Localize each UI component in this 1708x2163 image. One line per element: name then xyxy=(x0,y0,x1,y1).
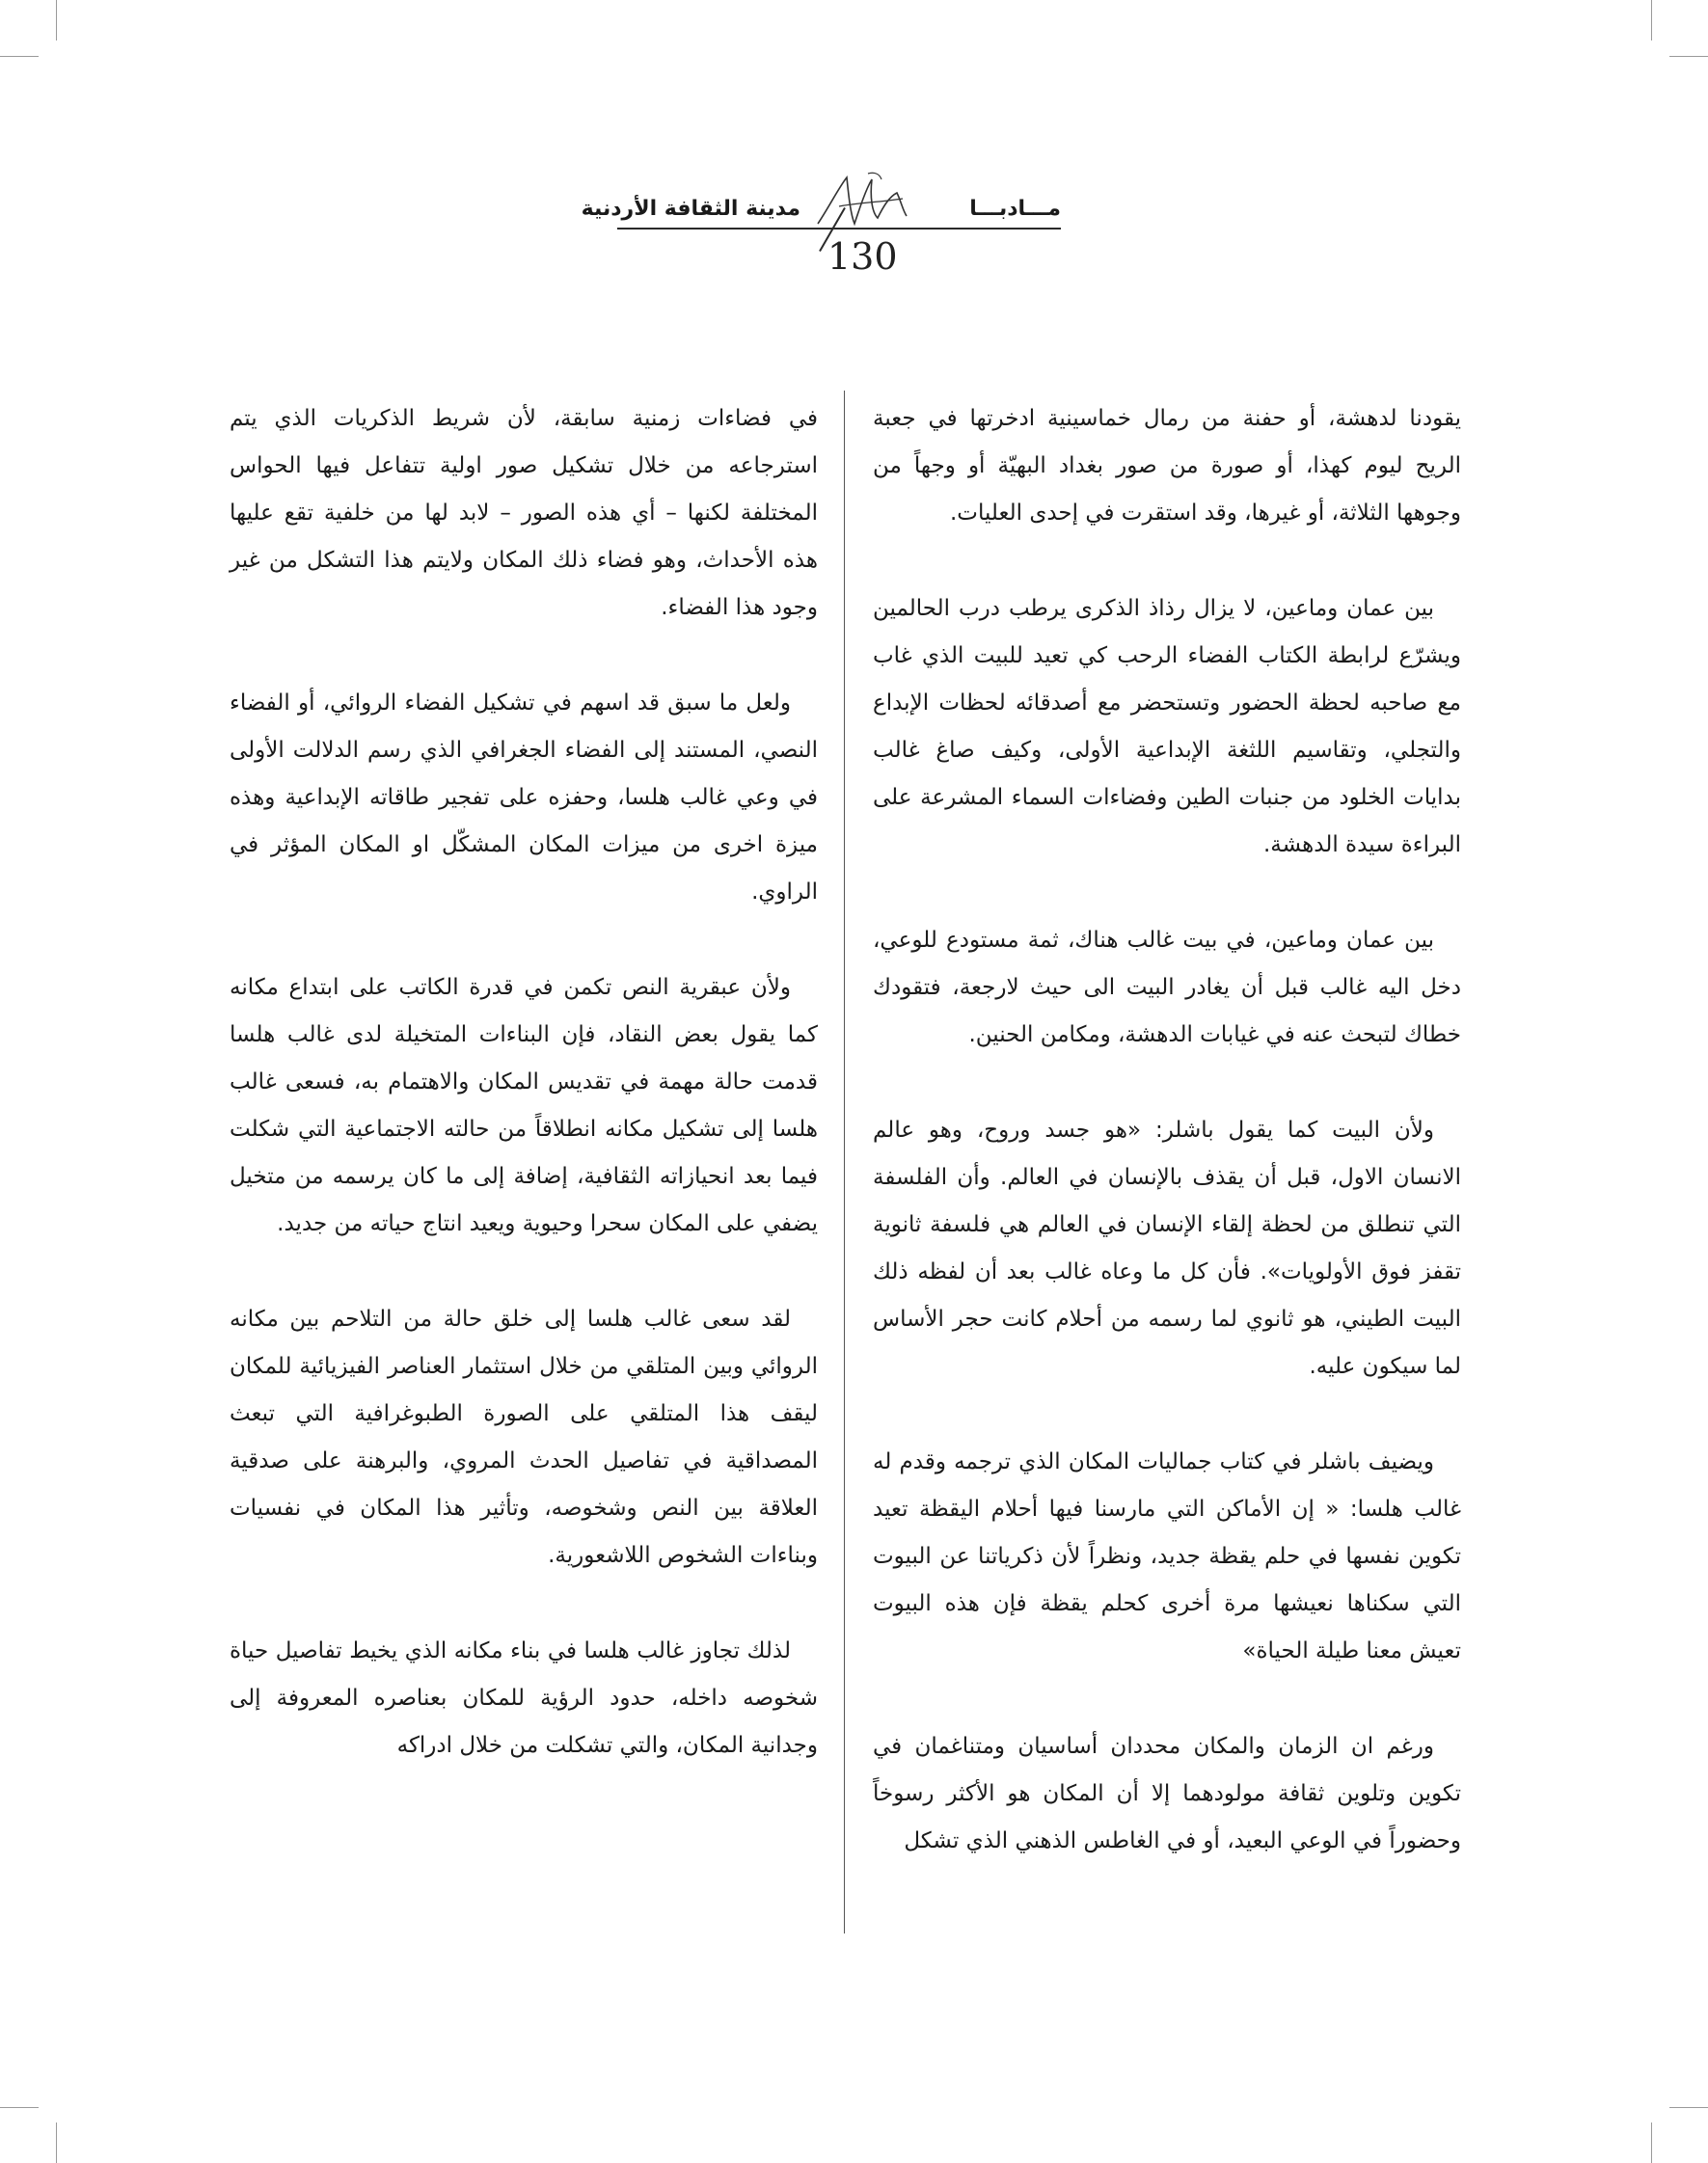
crop-mark-bottom-right xyxy=(1651,2122,1652,2163)
crop-mark-top-left xyxy=(56,0,57,41)
text-column-right xyxy=(873,395,1461,1913)
paragraph: في فضاءات زمنية سابقة، لأن شريط الذكريات الذي يتم استرجاعه من خلال تشكيل صور اولية تتفاعل فيها الحواس المختلفة لكنها – أي هذه الصور – لابد لها من خلفية تقع عليها هذه الأحداث، وهو فضاء ذلك المكان ولايتم هذا التشكل من غير وجود هذا الفضاء. xyxy=(230,406,818,620)
column-divider xyxy=(844,391,845,1933)
paragraph: ولعل ما سبق قد اسهم في تشكيل الفضاء الروائي، أو الفضاء النصي، المستند إلى الفضاء الجغرافي الذي رسم الدلالت الأولى في وعي غالب هلسا، وحفزه على تفجير طاقاته الإبداعية وهذه ميزة اخرى من ميزات المكان المشكّل او المكان المؤثر في الراوي. xyxy=(230,690,818,905)
crop-mark-top-right xyxy=(1651,0,1652,41)
crop-mark-right-top xyxy=(1669,56,1708,57)
city-of-culture-title: مدينة الثقافة الأردنية xyxy=(581,197,800,221)
page-number: 130 xyxy=(827,235,898,278)
header-rule xyxy=(617,228,1061,230)
paragraph: بين عمان وماعين، في بيت غالب هناك، ثمة مستودع للوعي، دخل اليه غالب قبل أن يغادر البيت الى حيث لارجعة، فتقودك خطاك لتبحث عنه في غيابات الدهشة، ومكامن الحنين. xyxy=(873,928,1461,1047)
paragraph: ويضيف باشلر في كتاب جماليات المكان الذي ترجمه وقدم له غالب هلسا: « إن الأماكن التي مارسنا فيها أحلام اليقظة تعيد تكوين نفسها في حلم يقظة جديد، ونظراً لأن ذكرياتنا عن البيوت التي سكناها نعيشها مرة أخرى كحلم يقظة فإن هذه البيوت تعيش معنا طيلة الحياة» xyxy=(873,1449,1461,1663)
paragraph: ولأن البيت كما يقول باشلر: «هو جسد وروح، وهو عالم الانسان الاول، قبل أن يقذف بالإنسان في العالم. وأن الفلسفة التي تنطلق من لحظة إلقاء الإنسان في العالم هي فلسفة ثانوية تقفز فوق الأولويات». فأن كل ما وعاه غالب بعد أن لفظه ذلك البيت الطيني، هو ثانوي لما رسمه من أحلام كانت حجر الأساس لما سيكون عليه. xyxy=(873,1118,1461,1379)
paragraph: ولأن عبقرية النص تكمن في قدرة الكاتب على ابتداع مكانه كما يقول بعض النقاد، فإن البناءات المتخيلة لدى غالب هلسا قدمت حالة مهمة في تقديس المكان والاهتمام به، فسعى غالب هلسا إلى تشكيل مكانه انطلاقاً من حالته الاجتماعية التي شكلت فيما بعد انحيازاته الثقافية، إضافة إلى ما كان يرسمه من متخيل يضفي على المكان سحرا وحيوية ويعيد انتاج حياته من جديد. xyxy=(230,975,818,1236)
crop-mark-left-bottom xyxy=(0,2107,39,2108)
page-header xyxy=(581,154,1061,289)
paragraph: لذلك تجاوز غالب هلسا في بناء مكانه الذي يخيط تفاصيل حياة شخوصه داخله، حدود الرؤية للمكان بعناصره المعروفة إلى وجدانية المكان، والتي تشكلت من خلال ادراكه xyxy=(230,1638,818,1758)
crop-mark-bottom-left xyxy=(56,2122,57,2163)
paragraph: لقد سعى غالب هلسا إلى خلق حالة من التلاحم بين مكانه الروائي وبين المتلقي من خلال استثمار العناصر الفيزيائية للمكان ليقف هذا المتلقي على الصورة الطبوغرافية التي تبعث المصداقية في تفاصيل الحدث المروي، والبرهنة على صدقية العلاقة بين النص وشخوصه، وتأثير هذا المكان في نفسيات وبناءات الشخوص اللاشعورية. xyxy=(230,1307,818,1568)
crop-mark-left-top xyxy=(0,56,39,57)
crop-mark-right-bottom xyxy=(1669,2107,1708,2108)
paragraph: بين عمان وماعين، لا يزال رذاذ الذكرى يرطب درب الحالمين ويشرّع لرابطة الكتاب الفضاء الرحب كي تعيد للبيت الذي غاب مع صاحبه لحظة الحضور وتستحضر مع أصدقائه لحظات الإبداع والتجلي، وتقاسيم اللثغة الإبداعية الأولى، وكيف صاغ غالب بدايات الخلود من جنبات الطين وفضاءات السماء المشرعة على البراءة سيدة الدهشة. xyxy=(873,596,1461,857)
paragraph: ورغم ان الزمان والمكان محددان أساسيان ومتناغمان في تكوين وتلوين ثقافة مولودهما إلا أن المكان هو الأكثر رسوخاً وحضوراً في الوعي البعيد، أو في الغاطس الذهني الذي تشكل xyxy=(873,1734,1461,1853)
madaba-title: مـــادبـــا xyxy=(969,197,1061,221)
text-column-left xyxy=(230,395,818,1818)
paragraph: يقودنا لدهشة، أو حفنة من رمال خماسينية ادخرتها في جعبة الريح ليوم كهذا، أو صورة من صور بغداد البهيّة أو وجهاً من وجوهها الثلاثة، أو غيرها، وقد استقرت في إحدى العليات. xyxy=(873,406,1461,526)
